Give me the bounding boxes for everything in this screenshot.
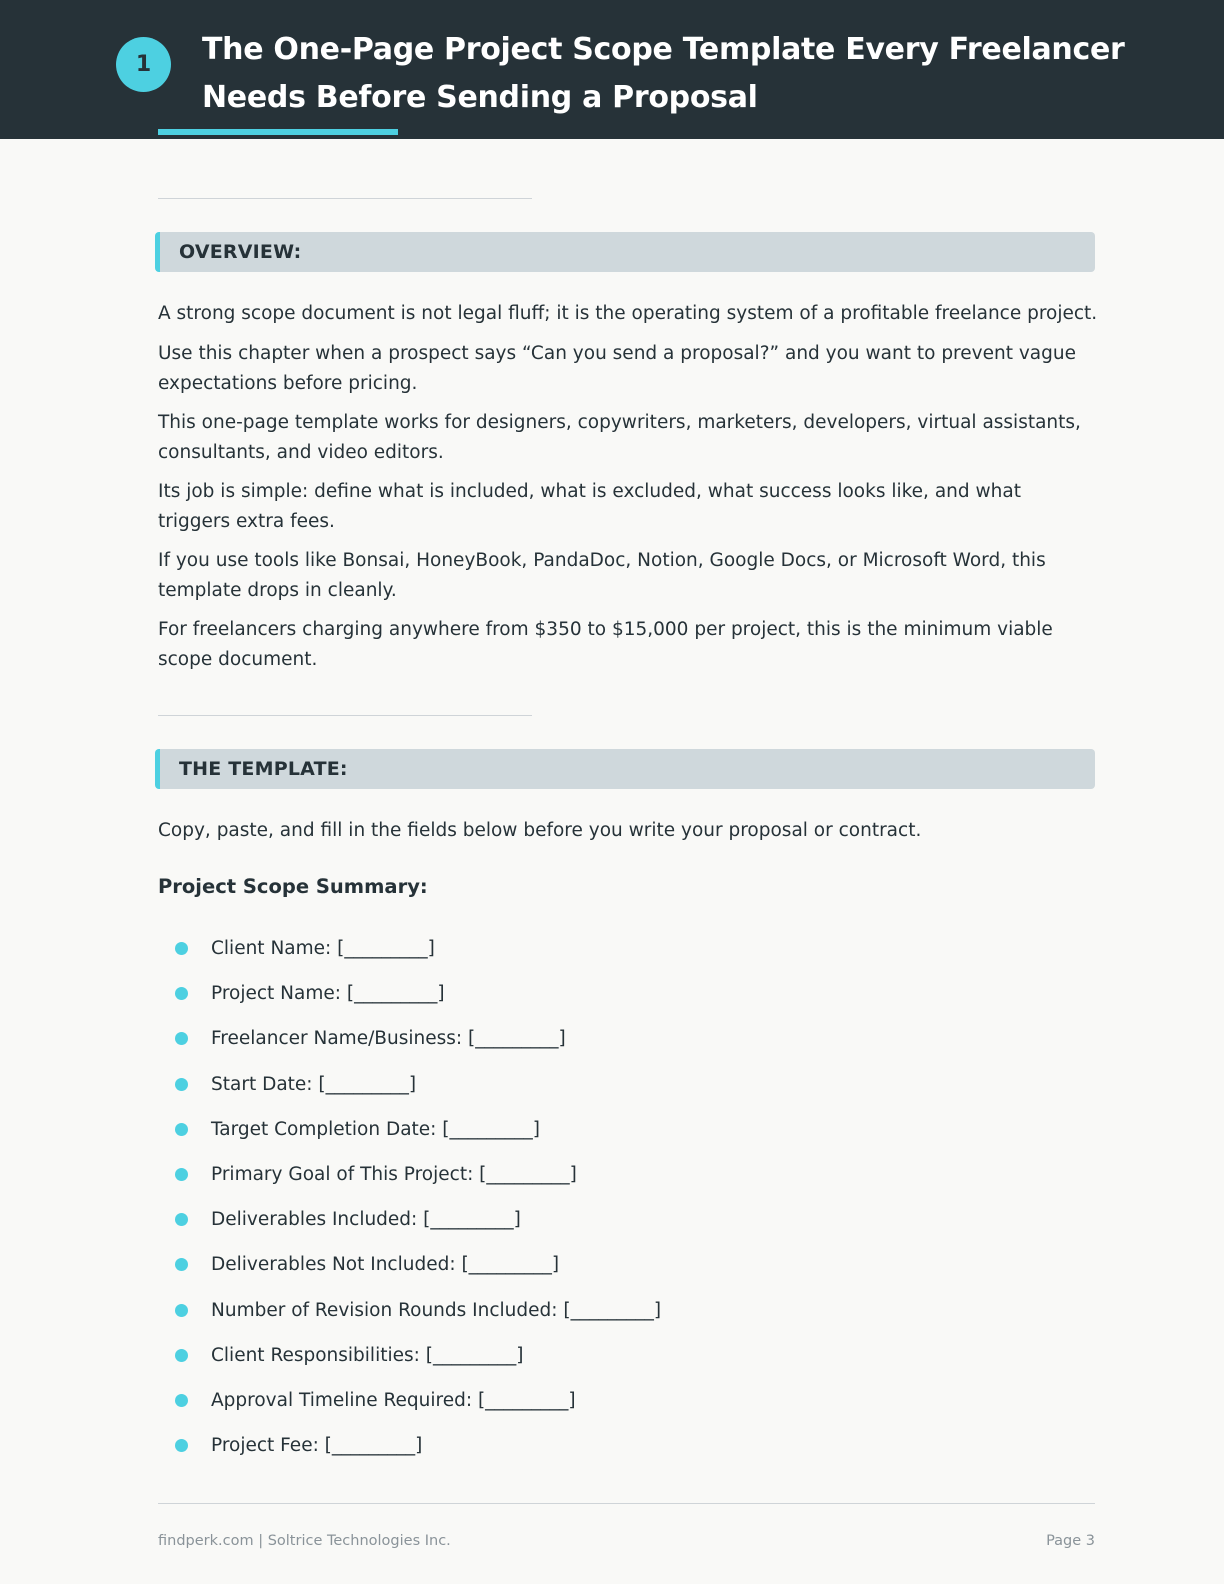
bullet-icon (175, 1213, 188, 1226)
title-accent-underline (158, 129, 398, 135)
scope-field-label: Client Responsibilities: [_________] (211, 1344, 524, 1366)
bullet-icon (175, 942, 188, 955)
page-number: Page 3 (1046, 1533, 1095, 1549)
footer-publisher: findperk.com | Soltrice Technologies Inc. (158, 1533, 451, 1549)
list-item (158, 1333, 661, 1378)
bullet-icon (175, 1123, 188, 1136)
project-scope-summary-heading: Project Scope Summary: (158, 875, 428, 898)
list-item (158, 1016, 661, 1061)
list-item (158, 926, 661, 971)
bullet-icon (175, 1168, 188, 1181)
overview-paragraph: A strong scope document is not legal fluff; it is the operating system of a profitable freelance project. (158, 303, 1098, 324)
list-item (158, 1107, 661, 1152)
chapter-header (0, 0, 1224, 139)
chapter-title: The One-Page Project Scope Template Every Freelancer Needs Before Sending a Proposal (202, 32, 1125, 115)
bullet-icon (175, 1032, 188, 1045)
bullet-icon (175, 1078, 188, 1091)
overview-paragraph: For freelancers charging anywhere from $350 to $15,000 per project, this is the minimum viable scope document. (158, 619, 1053, 670)
scope-field-label: Deliverables Not Included: [_________] (211, 1254, 560, 1276)
bullet-icon (175, 1439, 188, 1452)
section-divider (158, 198, 532, 199)
overview-paragraph: Use this chapter when a prospect says “Can you send a proposal?” and you want to prevent vague expectations before pricing. (158, 343, 1076, 394)
section-divider (158, 715, 532, 716)
overview-paragraph: Its job is simple: define what is included, what is excluded, what success looks like, and what triggers extra fees. (158, 481, 1021, 532)
scope-field-label: Target Completion Date: [_________] (211, 1118, 540, 1140)
footer-divider (158, 1503, 1095, 1504)
template-heading: THE TEMPLATE: (155, 749, 1095, 789)
bullet-icon (175, 1304, 188, 1317)
scope-field-label: Deliverables Included: [_________] (211, 1209, 521, 1231)
list-item (158, 1062, 661, 1107)
list-item (158, 1378, 661, 1423)
list-item (158, 1242, 661, 1287)
scope-field-list (158, 926, 661, 1468)
list-item (158, 1288, 661, 1333)
list-item (158, 971, 661, 1016)
scope-field-label: Approval Timeline Required: [_________] (211, 1389, 576, 1411)
scope-field-label: Project Fee: [_________] (211, 1435, 423, 1457)
chapter-number-badge: 1 (116, 37, 171, 92)
template-intro: Copy, paste, and fill in the fields below before you write your proposal or contract. (158, 820, 922, 841)
bullet-icon (175, 987, 188, 1000)
scope-field-label: Start Date: [_________] (211, 1073, 417, 1095)
scope-field-label: Primary Goal of This Project: [_________] (211, 1164, 577, 1186)
bullet-icon (175, 1258, 188, 1271)
overview-paragraph: This one-page template works for designers, copywriters, marketers, developers, virtual assistants, consultants, and video editors. (158, 412, 1081, 463)
scope-field-label: Project Name: [_________] (211, 983, 445, 1005)
list-item (158, 1152, 661, 1197)
list-item (158, 1423, 661, 1468)
scope-field-label: Client Name: [_________] (211, 938, 435, 960)
scope-field-label: Freelancer Name/Business: [_________] (211, 1028, 566, 1050)
bullet-icon (175, 1394, 188, 1407)
list-item (158, 1197, 661, 1242)
scope-field-label: Number of Revision Rounds Included: [_________] (211, 1299, 662, 1321)
overview-paragraph: If you use tools like Bonsai, HoneyBook, PandaDoc, Notion, Google Docs, or Microsoft Word, this template drops in cleanly. (158, 550, 1046, 601)
bullet-icon (175, 1349, 188, 1362)
overview-heading: OVERVIEW: (155, 232, 1095, 272)
